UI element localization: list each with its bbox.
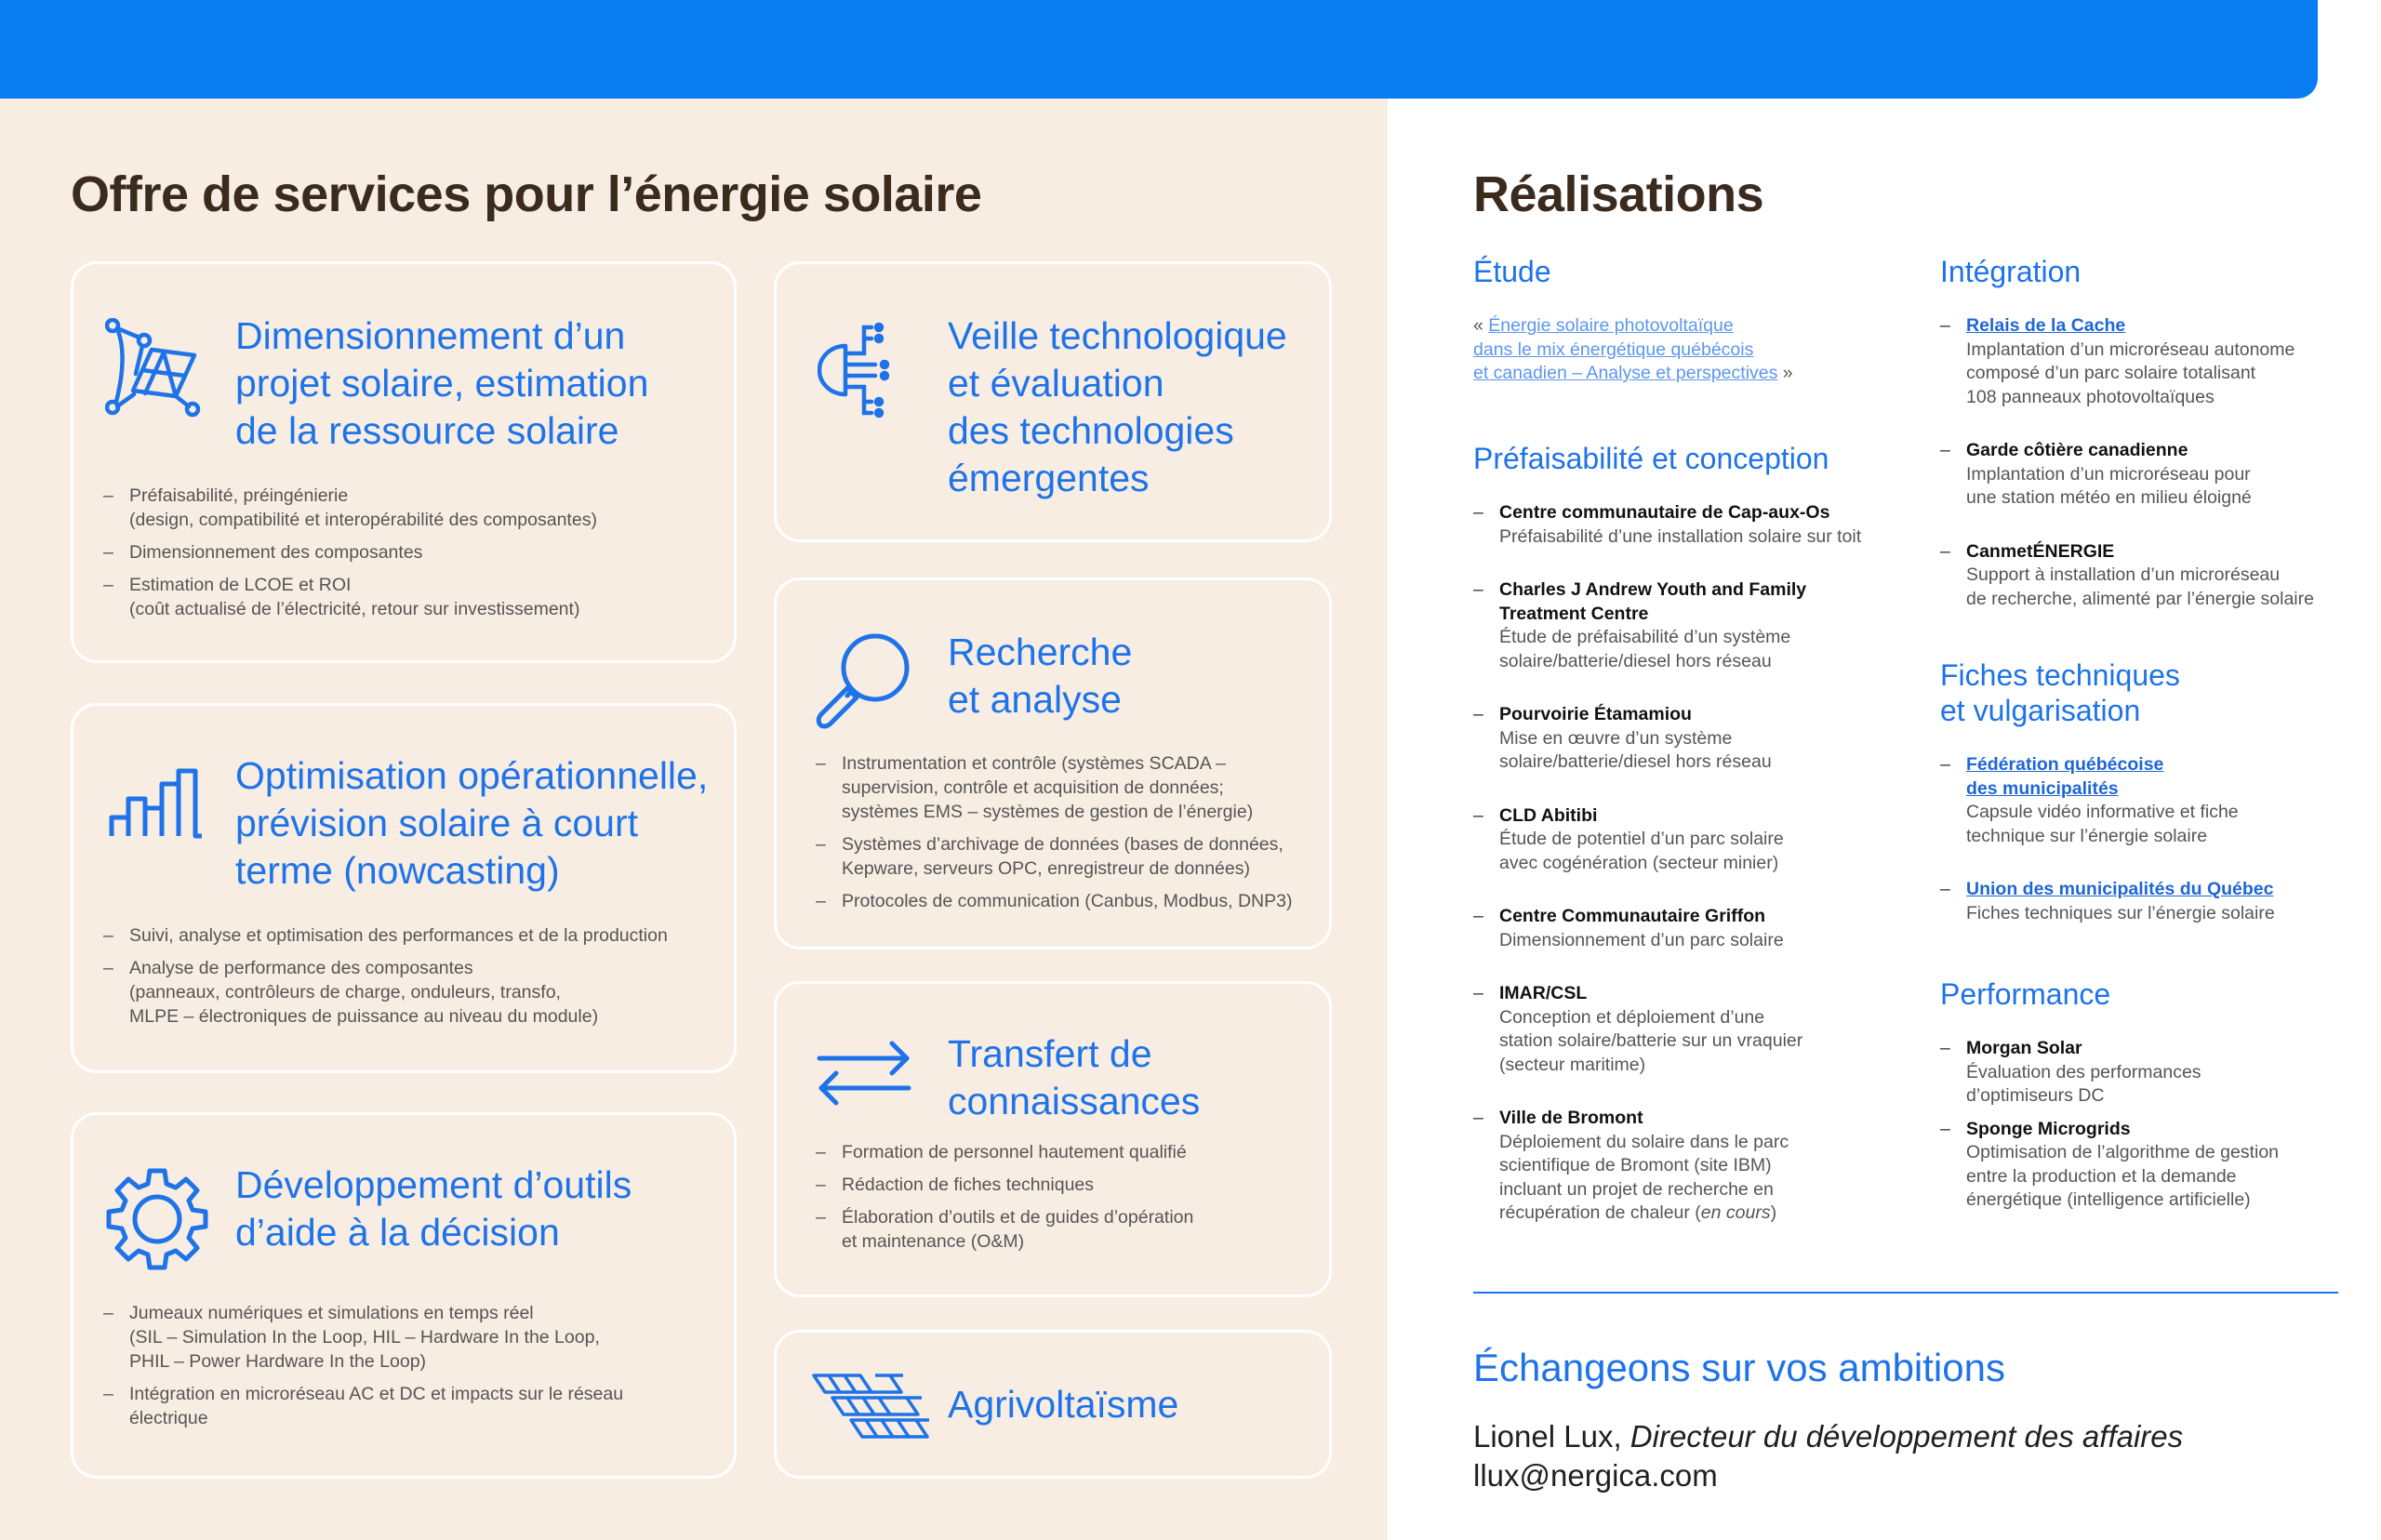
integration-list xyxy=(1940,314,2340,611)
contact-email[interactable]: llux@nergica.com xyxy=(1473,1458,1718,1493)
list-item: – Formation de personnel hautement qualifié xyxy=(816,1140,1329,1164)
card-title: Développement d’outils d’aide à la décision xyxy=(235,1163,632,1254)
relais-de-la-cache-link[interactable]: – Relais de la Cache xyxy=(1966,315,2126,336)
list-item: – Suivi, analyse et optimisation des performances et de la production xyxy=(103,923,726,948)
card-title: Dimensionnement d’un projet solaire, estimation de la ressource solaire xyxy=(235,314,649,452)
list-item: – Sponge Microgrids Optimisation de l’algorithme de gestion entre la production et la demande énergétique (intelligence artificielle) xyxy=(1940,1118,2340,1213)
list-item: – Garde côtière canadienne Implantation d’un microréseau pour une station météo en milieu éloigné xyxy=(1940,439,2340,511)
service-card-dimensionnement xyxy=(71,261,737,663)
list-item: – Jumeaux numériques et simulations en temps réel (SIL – Simulation In the Loop, HIL – Hardware In the Loop, PHIL – Power Hardware In the Loop) xyxy=(103,1301,726,1374)
service-card-agrivoltaisme xyxy=(774,1330,1332,1479)
list-item: – Ville de Bromont Déploiement du solaire dans le parc scientifique de Bromont (site IBM) incluant un projet de recherche en récupération de chaleur (en cours) xyxy=(1473,1107,1901,1226)
etude-report-link-line-2[interactable]: dans le mix énergétique québécois xyxy=(1473,339,1754,360)
fiches-heading: Fiches techniques et vulgarisation xyxy=(1940,658,2180,727)
card-title: Agrivoltaïsme xyxy=(948,1383,1179,1426)
service-card-transfert xyxy=(774,981,1332,1297)
card-bullet-list xyxy=(816,1140,1329,1262)
etude-citation: « Énergie solaire photovoltaïque dans le mix énergétique québécois et canadien – Analyse et perspectives » xyxy=(1473,315,1793,383)
contact-person xyxy=(1473,1417,2183,1456)
card-title: Transfert de connaissances xyxy=(948,1032,1201,1122)
fqm-link-line-2[interactable]: des municipalités xyxy=(1966,777,2119,799)
contact-heading: Échangeons sur vos ambitions xyxy=(1473,1346,2005,1389)
prefaisabilite-list xyxy=(1473,501,1901,1226)
top-banner xyxy=(0,0,2318,99)
solar-panel-sizing-icon xyxy=(105,318,206,422)
etude-report-link-line-3[interactable]: et canadien – Analyse et perspectives xyxy=(1473,363,1778,383)
services-title: Offre de services pour l’énergie solaire xyxy=(71,166,982,222)
section-divider xyxy=(1473,1292,2338,1294)
etude-report-link[interactable]: Énergie solaire photovoltaïque xyxy=(1488,315,1734,336)
list-item: – Pourvoirie Étamamiou Mise en œuvre d’un système solaire/batterie/diesel hors réseau xyxy=(1473,703,1901,775)
solar-field-icon xyxy=(810,1372,935,1442)
magnifying-glass-icon xyxy=(816,631,916,731)
list-item: – Analyse de performance des composantes (panneaux, contrôleurs de charge, onduleurs, transfo, MLPE – électroniques de puissance au niveau du module) xyxy=(103,956,726,1029)
contact-role: Directeur du développement des affaires xyxy=(1629,1419,2184,1454)
card-title: Veille technologique et évaluation des technologies émergentes xyxy=(948,314,1287,499)
integration-heading: Intégration xyxy=(1940,255,2082,288)
card-title: Recherche et analyse xyxy=(948,631,1133,721)
list-item: – Systèmes d’archivage de données (bases de données, Kepware, serveurs OPC, enregistreur de données) xyxy=(816,832,1329,881)
fiches-list xyxy=(1940,753,2340,925)
list-item: – Fédération québécoise des municipalités Capsule vidéo informative et fiche technique sur l’énergie solaire xyxy=(1940,753,2340,848)
transfer-arrows-icon xyxy=(814,1038,914,1109)
gear-icon xyxy=(105,1167,209,1271)
service-card-developpement xyxy=(71,1112,737,1479)
list-item: – Charles J Andrew Youth and Family Treatment Centre Étude de préfaisabilité d’un système solaire/batterie/diesel hors réseau xyxy=(1473,578,1901,673)
technology-scan-icon xyxy=(818,320,905,420)
performance-list xyxy=(1940,1037,2340,1213)
list-item: – Centre communautaire de Cap-aux-Os Préfaisabilité d’une installation solaire sur toit xyxy=(1473,501,1901,549)
list-item: – Protocoles de communication (Canbus, Modbus, DNP3) xyxy=(816,889,1329,913)
realisations-title: Réalisations xyxy=(1473,166,1764,222)
card-title: Optimisation opérationnelle, prévision solaire à court terme (nowcasting) xyxy=(235,754,709,892)
list-item: – Instrumentation et contrôle (systèmes SCADA – supervision, contrôle et acquisition de données; systèmes EMS – systèmes de gestion de l’énergie) xyxy=(816,751,1329,824)
list-item: – Intégration en microréseau AC et DC et impacts sur le réseau électrique xyxy=(103,1382,726,1430)
list-item: – Élaboration d’outils et de guides d’opération et maintenance (O&M) xyxy=(816,1205,1329,1254)
performance-heading: Performance xyxy=(1940,977,2111,1011)
service-card-veille xyxy=(774,261,1332,542)
service-card-optimisation xyxy=(71,703,737,1073)
list-item: – Morgan Solar Évaluation des performances d’optimiseurs DC xyxy=(1940,1037,2340,1109)
prefaisabilite-heading: Préfaisabilité et conception xyxy=(1473,442,1829,475)
service-card-recherche xyxy=(774,578,1332,949)
list-item: – Préfaisabilité, préingénierie (design, compatibilité et interopérabilité des composantes) xyxy=(103,484,717,532)
list-item: – Estimation de LCOE et ROI (coût actualisé de l’électricité, retour sur investissement) xyxy=(103,573,717,621)
fqm-link[interactable]: – Fédération québécoise xyxy=(1966,754,2164,775)
card-bullet-list xyxy=(103,1301,726,1439)
list-item: – Relais de la Cache Implantation d’un microréseau autonome composé d’un parc solaire totalisant 108 panneaux photovoltaïques xyxy=(1940,314,2340,409)
list-item: – Dimensionnement des composantes xyxy=(103,540,717,564)
list-item: – Union des municipalités du Québec Fiches techniques sur l’énergie solaire xyxy=(1940,878,2340,925)
list-item: – Rédaction de fiches techniques xyxy=(816,1173,1329,1197)
card-bullet-list xyxy=(103,484,717,630)
card-bullet-list xyxy=(816,751,1329,922)
list-item: – IMAR/CSL Conception et déploiement d’une station solaire/batterie sur un vraquier (secteur maritime) xyxy=(1473,982,1901,1077)
umq-link[interactable]: – Union des municipalités du Québec xyxy=(1966,879,2274,899)
list-item: – Centre Communautaire Griffon Dimensionnement d’un parc solaire xyxy=(1473,905,1901,952)
list-item: – CanmetÉNERGIE Support à installation d’un microréseau de recherche, alimenté par l’énergie solaire xyxy=(1940,540,2340,612)
etude-heading: Étude xyxy=(1473,255,1551,288)
contact-name: Lionel Lux, xyxy=(1473,1419,1630,1454)
bar-chart-icon xyxy=(109,765,206,840)
card-bullet-list xyxy=(103,923,726,1037)
list-item: – CLD Abitibi Étude de potentiel d’un parc solaire avec cogénération (secteur minier) xyxy=(1473,804,1901,876)
